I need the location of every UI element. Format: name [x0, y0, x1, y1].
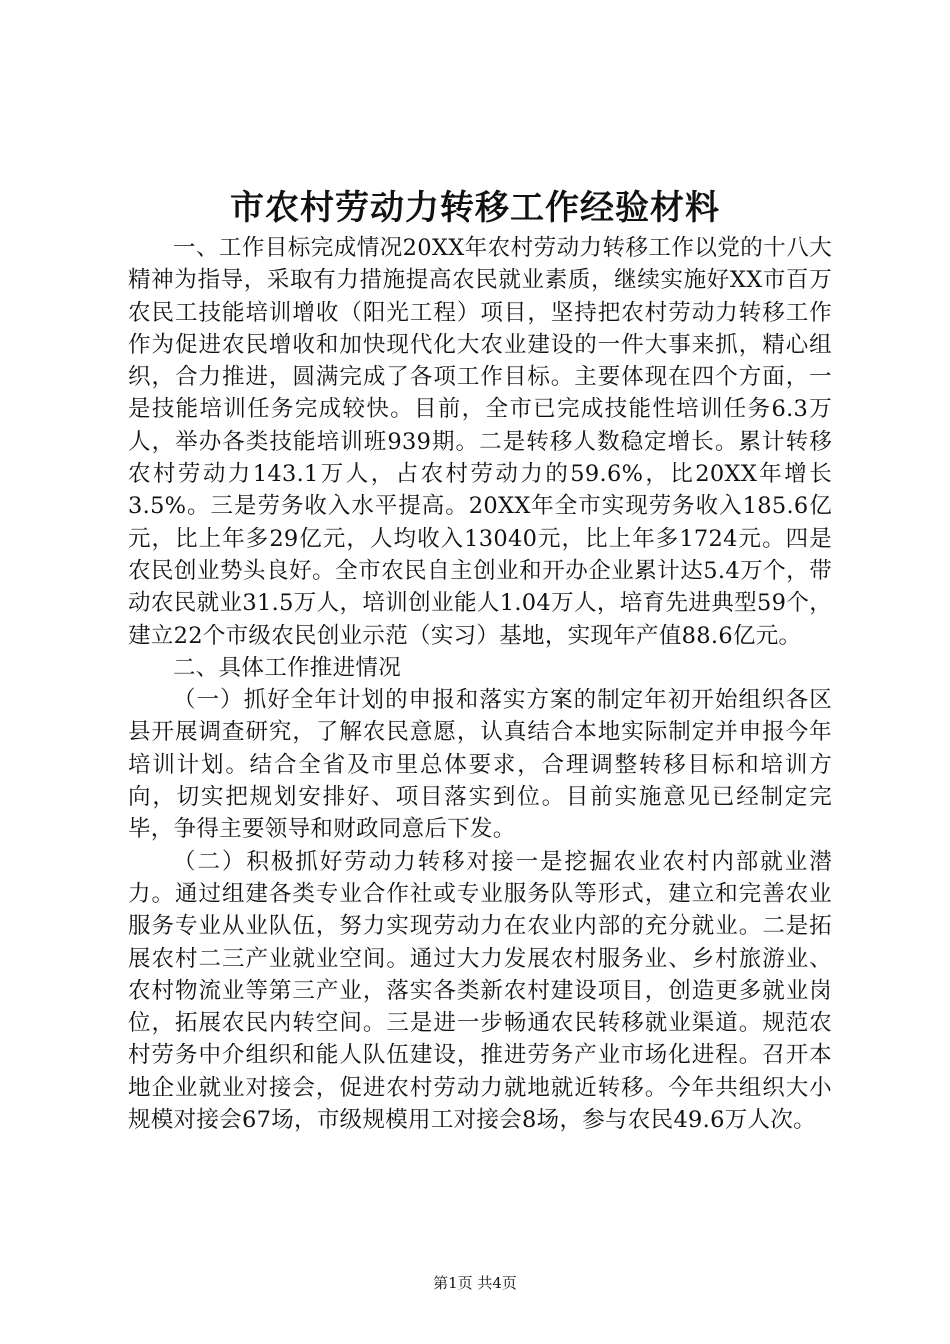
page-footer: 第1页 共4页 — [433, 1274, 517, 1292]
document-body — [128, 232, 832, 1136]
paragraph-section-heading: 二、具体工作推进情况 — [173, 654, 402, 681]
document-title: 市农村劳动力转移工作经验材料 — [230, 188, 720, 228]
paragraph-work-goals: 一、工作目标完成情况20XX年农村劳动力转移工作以党的十八大精神为指导，采取有力措施提高农民就业素质，继续实施好XX市百万农民工技能培训增收（阳光工程）项目，坚持把农村劳动力转移工作作为促进农民增收和加快现代化大农业建设的一件大事来抓，精心组织，合力推进，圆满完成了各项工作目标。主要体现在四个方面，一是技能培训任务完成较快。目前，全市已完成技能性培训任务6.3万人，举办各类技能培训班939期。二是转移人数稳定增长。累计转移农村劳动力143.1万人，占农村劳动力的59.6%，比20XX年增长3.5%。三是劳务收入水平提高。20XX年全市实现劳务收入185.6亿元，比上年多29亿元，人均收入13040元，比上年多1724元。四是农民创业势头良好。全市农民自主创业和开办企业累计达5.4万个，带动农民就业31.5万人，培训创业能人1.04万人，培育先进典型59个，建立22个市级农民创业示范（实习）基地，实现年产值88.6亿元。 — [128, 235, 832, 649]
paragraph-labor-transfer: （二）积极抓好劳动力转移对接一是挖掘农业农村内部就业潜力。通过组建各类专业合作社或专业服务队等形式，建立和完善农业服务专业从业队伍，努力实现劳动力在农业内部的充分就业。二是拓展农村二三产业就业空间。通过大力发展农村服务业、乡村旅游业、农村物流业等第三产业，落实各类新农村建设项目，创造更多就业岗位，拓展农民内转空间。三是进一步畅通农民转移就业渠道。规范农村劳务中介组织和能人队伍建设，推进劳务产业市场化进程。召开本地企业就业对接会，促进农村劳动力就地就近转移。今年共组织大小规模对接会67场，市级规模用工对接会8场，参与农民49.6万人次。 — [128, 848, 832, 1134]
paragraph-plan-reporting: （一）抓好全年计划的申报和落实方案的制定年初开始组织各区县开展调查研究，了解农民意愿，认真结合本地实际制定并申报今年培训计划。结合全省及市里总体要求，合理调整转移目标和培训方向，切实把规划安排好、项目落实到位。目前实施意见已经制定完毕，争得主要领导和财政同意后下发。 — [128, 687, 832, 843]
